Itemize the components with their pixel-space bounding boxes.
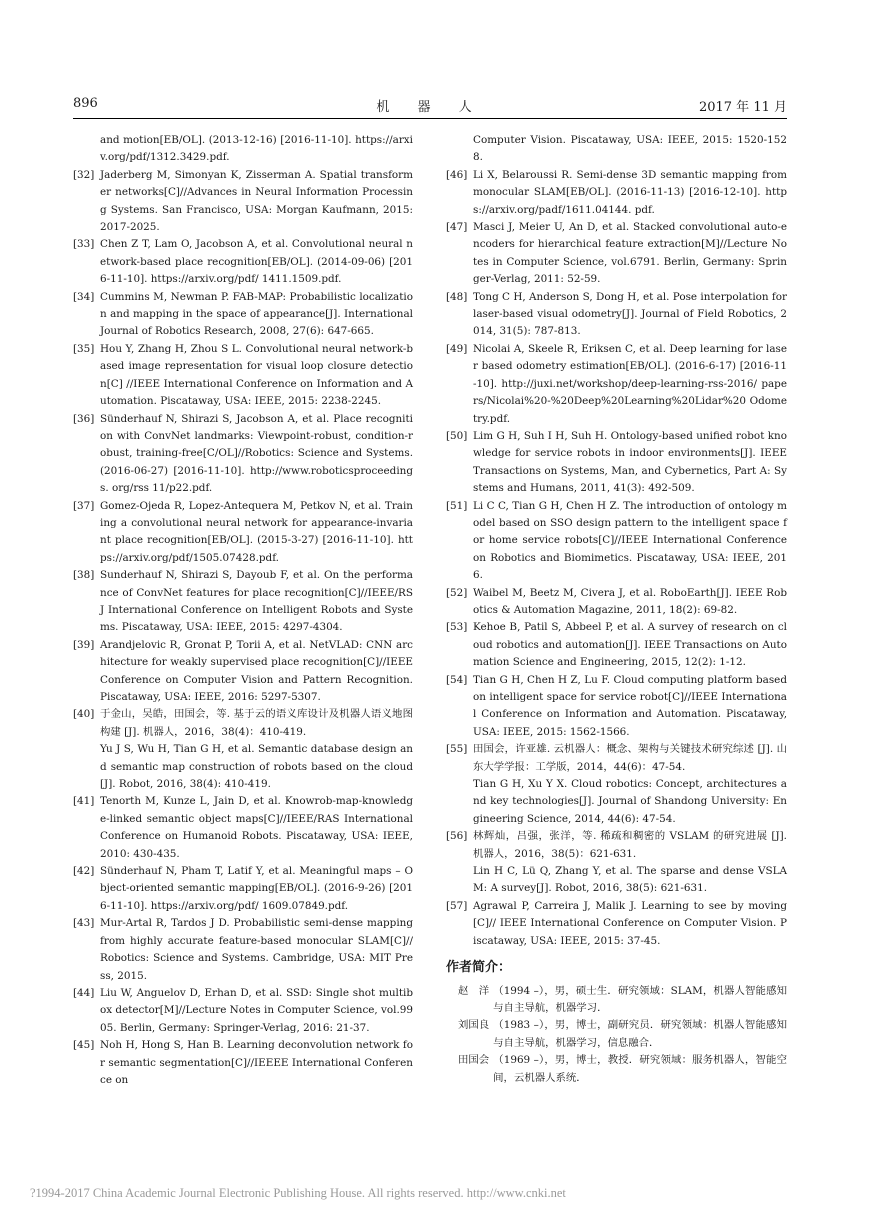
journal-title: 机 器 人 bbox=[376, 100, 484, 115]
reference-item bbox=[73, 411, 413, 498]
reference-text-primary: Li X, Belaroussi R. Semi-dense 3D semantic mapping from monocular SLAM[EB/OL]. (2016-11-13) [2016-12-10]. https://arxiv.org/padf/1611.04144. pdf. bbox=[473, 168, 787, 216]
author-description: （1969 –），男，博士，教授．研究领域：服务机器人，智能空间，云机器人系统． bbox=[493, 1054, 787, 1084]
reference-text bbox=[473, 672, 787, 742]
reference-text bbox=[473, 167, 787, 219]
reference-number: [33] bbox=[73, 238, 95, 251]
reference-item bbox=[446, 219, 787, 289]
left-continuation: and motion[EB/OL]. (2013-12-16) [2016-11-10]. https://arxiv.org/pdf/1312.3429.pdf. bbox=[100, 134, 413, 164]
reference-item bbox=[73, 498, 413, 568]
reference-item bbox=[73, 985, 413, 1037]
reference-text bbox=[100, 498, 413, 568]
reference-text-primary: Tong C H, Anderson S, Dong H, et al. Pose interpolation for laser-based visual odometry[J]. Journal of Field Robotics, 2014, 31(5): 787-813. bbox=[473, 290, 787, 338]
reference-text-primary: Nicolai A, Skeele R, Eriksen C, et al. Deep learning for laser based odometry estimation[EB/OL]. (2016-6-17) [2016-11-10]. http://juxi.net/workshop/deep-learning-rss-2016/ papers/Nicolai%20-%20Deep%20Learning%20Lidar%20 Odometry.pdf. bbox=[473, 342, 787, 425]
reference-number: [46] bbox=[446, 168, 468, 181]
reference-item bbox=[446, 289, 787, 341]
author-bio-heading: 作者简介： bbox=[446, 960, 512, 976]
reference-number: [43] bbox=[73, 917, 95, 930]
right-column bbox=[446, 132, 787, 1087]
page-number: 896 bbox=[73, 96, 98, 111]
reference-text-primary: Tian G H, Chen H Z, Lu F. Cloud computing platform based on intelligent space for service robot[C]//IEEE International Conference on Information and Automation. Piscataway, USA: IEEE, 2015: 1562-1566. bbox=[473, 673, 787, 738]
reference-item bbox=[73, 236, 413, 288]
reference-number: [42] bbox=[73, 865, 95, 878]
reference-number: [39] bbox=[73, 638, 95, 651]
reference-text-primary: Li C C, Tian G H, Chen H Z. The introduction of ontology model based on SSO design pattern to the intelligent space for home service robots[C]//IEEE International Conference on Robotics and Biomimetics. Piscataway, USA: IEEE, 2016. bbox=[473, 499, 787, 582]
reference-text-primary: Kehoe B, Patil S, Abbeel P, et al. A survey of research on cloud robotics and automation[J]. IEEE Transactions on Automation Science and Engineering, 2015, 12(2): 1-12. bbox=[473, 621, 787, 669]
author-name: 刘国良 bbox=[458, 1019, 490, 1032]
reference-number: [41] bbox=[73, 795, 95, 808]
reference-text-primary: Sünderhauf N, Pham T, Latif Y, et al. Meaningful maps – Object-oriented semantic mapping[EB/OL]. (2016-9-26) [2016-11-10]. https://arxiv.org/pdf/ 1609.07849.pdf. bbox=[100, 865, 413, 912]
reference-number: [47] bbox=[446, 221, 468, 234]
reference-text-primary: 林辉灿，吕强，张洋，等. 稀疏和稠密的 VSLAM 的研究进展 [J]. 机器人，2016，38(5)：621-631. bbox=[473, 830, 787, 860]
reference-text bbox=[100, 637, 413, 707]
reference-text-primary: Gomez-Ojeda R, Lopez-Antequera M, Petkov N, et al. Training a convolutional neural network for appearance-invariant place recognition[EB/OL]. (2015-3-27) [2016-11-10]. https://arxiv.org/pdf/1505.07428.pdf. bbox=[100, 499, 413, 564]
reference-item bbox=[446, 341, 787, 428]
reference-number: [55] bbox=[446, 743, 468, 756]
reference-number: [52] bbox=[446, 586, 468, 599]
reference-text-translation: Tian G H, Xu Y X. Cloud robotics: Concept, architectures and key technologies[J]. Journal of Shandong University: Engineering Science, 2014, 44(6): 47-54. bbox=[473, 778, 787, 825]
reference-number: [40] bbox=[73, 708, 95, 721]
reference-text-primary: Agrawal P, Carreira J, Malik J. Learning to see by moving[C]// IEEE International Conference on Computer Vision. Piscataway, USA: IEEE, 2015: 37-45. bbox=[473, 899, 787, 947]
reference-text-primary: Chen Z T, Lam O, Jacobson A, et al. Convolutional neural network-based place recognition[EB/OL]. (2014-09-06) [2016-11-10]. https://arxiv.org/pdf/ 1411.1509.pdf. bbox=[100, 238, 413, 286]
reference-text bbox=[100, 567, 413, 637]
reference-text bbox=[473, 219, 787, 289]
author-description: （1994 –），男，硕士生．研究领域：SLAM，机器人智能感知与自主导航，机器学习． bbox=[493, 984, 787, 1014]
reference-text bbox=[100, 411, 413, 498]
reference-item bbox=[73, 167, 413, 237]
reference-text bbox=[473, 828, 787, 898]
reference-item bbox=[73, 793, 413, 863]
reference-text bbox=[100, 341, 413, 411]
reference-number: [38] bbox=[73, 569, 95, 582]
reference-number: [56] bbox=[446, 830, 468, 843]
reference-text bbox=[100, 915, 413, 985]
reference-item bbox=[446, 898, 787, 950]
reference-text bbox=[473, 619, 787, 671]
reference-item bbox=[446, 167, 787, 219]
reference-item bbox=[73, 1037, 413, 1089]
reference-text bbox=[100, 236, 413, 288]
reference-item bbox=[446, 585, 787, 620]
author-name: 田国会 bbox=[458, 1054, 490, 1067]
reference-text-primary: Sunderhauf N, Shirazi S, Dayoub F, et al. On the performance of ConvNet features for place recognition[C]//IEEE/RSJ International Conference on Intelligent Robots and Systems. Piscataway, USA: IEEE, 2015: 4297-4304. bbox=[100, 569, 413, 634]
reference-item bbox=[73, 915, 413, 985]
reference-number: [45] bbox=[73, 1039, 95, 1052]
reference-text bbox=[473, 428, 787, 498]
reference-text bbox=[473, 741, 787, 828]
reference-item bbox=[446, 672, 787, 742]
reference-item bbox=[446, 428, 787, 498]
reference-text-primary: Waibel M, Beetz M, Civera J, et al. RoboEarth[J]. IEEE Robotics & Automation Magazine, 2011, 18(2): 69-82. bbox=[473, 586, 787, 616]
reference-item bbox=[73, 706, 413, 793]
reference-text-primary: Arandjelovic R, Gronat P, Torii A, et al. NetVLAD: CNN architecture for weakly supervised place recognition[C]//IEEE Conference on Computer Vision and Pattern Recognition. Piscataway, USA: IEEE, 2016: 5297-5307. bbox=[100, 638, 413, 703]
reference-text bbox=[473, 289, 787, 341]
reference-number: [48] bbox=[446, 290, 468, 303]
reference-number: [36] bbox=[73, 412, 95, 425]
reference-text bbox=[100, 863, 413, 915]
reference-number: [44] bbox=[73, 986, 95, 999]
reference-text-translation: Lin H C, Lü Q, Zhang Y, et al. The sparse and dense VSLAM: A survey[J]. Robot, 2016, 38(5): 621-631. bbox=[473, 865, 787, 895]
left-column bbox=[73, 132, 413, 1089]
reference-number: [54] bbox=[446, 673, 468, 686]
reference-number: [53] bbox=[446, 621, 468, 634]
author-description: （1983 –），男，博士，副研究员．研究领域：机器人智能感知与自主导航，机器学习，信息融合． bbox=[493, 1019, 787, 1049]
reference-item bbox=[73, 289, 413, 341]
reference-text-primary: Jaderberg M, Simonyan K, Zisserman A. Spatial transformer networks[C]//Advances in Neural Information Processing Systems. San Francisco, USA: Morgan Kaufmann, 2015: 2017-2025. bbox=[100, 168, 413, 234]
issue-date: 2017 年 11 月 bbox=[698, 100, 787, 115]
right-continuation: Computer Vision. Piscataway, USA: IEEE, 2015: 1520-1528. bbox=[473, 134, 787, 164]
reference-number: [34] bbox=[73, 290, 95, 303]
reference-text bbox=[100, 793, 413, 863]
reference-item bbox=[73, 567, 413, 637]
reference-text-primary: Cummins M, Newman P. FAB-MAP: Probabilistic localization and mapping in the space of appearance[J]. International Journal of Robotics Research, 2008, 27(6): 647-665. bbox=[100, 290, 413, 338]
reference-text-primary: Hou Y, Zhang H, Zhou S L. Convolutional neural network-based image representation for visual loop closure detection[C] //IEEE International Conference on Information and Automation. Piscataway, USA: IEEE, 2015: 2238-2245. bbox=[100, 342, 413, 408]
reference-text-primary: Sünderhauf N, Shirazi S, Jacobson A, et al. Place recognition with ConvNet landmarks: Viewpoint-robust, condition-robust, training-free[C/OL]//Robotics: Science and Systems. (2016-06-27) [2016-11-10]. http://www.roboticsproceedings. org/rss 11/p22.pdf. bbox=[100, 412, 413, 495]
reference-text-primary: Masci J, Meier U, An D, et al. Stacked convolutional auto-encoders for hierarchical feature extraction[M]//Lecture Notes in Computer Science, vol.6791. Berlin, Germany: Springer-Verlag, 2011: 52-59. bbox=[473, 221, 787, 286]
reference-item bbox=[73, 637, 413, 707]
author-bio bbox=[446, 1052, 787, 1087]
reference-text bbox=[100, 706, 413, 793]
reference-text bbox=[100, 1037, 413, 1089]
reference-item bbox=[73, 341, 413, 411]
reference-item bbox=[73, 863, 413, 915]
reference-text bbox=[473, 898, 787, 950]
reference-text-primary: Liu W, Anguelov D, Erhan D, et al. SSD: Single shot multibox detector[M]//Lecture Notes in Computer Science, vol.9905. Berlin, Germany: Springer-Verlag, 2016: 21-37. bbox=[100, 986, 413, 1034]
reference-text-translation: Yu J S, Wu H, Tian G H, et al. Semantic database design and semantic map construction of robots based on the cloud[J]. Robot, 2016, 38(4): 410-419. bbox=[100, 743, 413, 791]
reference-number: [37] bbox=[73, 499, 95, 512]
author-bio bbox=[446, 983, 787, 1018]
reference-number: [32] bbox=[73, 168, 95, 181]
running-header bbox=[73, 96, 787, 114]
reference-number: [57] bbox=[446, 899, 468, 912]
reference-text bbox=[473, 341, 787, 428]
reference-text bbox=[100, 289, 413, 341]
reference-text bbox=[473, 585, 787, 620]
copyright-footer: ?1994-2017 China Academic Journal Electronic Publishing House. All rights reserved. http://www.cnki.net bbox=[30, 1186, 566, 1200]
reference-text-primary: 于金山，吴皓，田国会，等. 基于云的语义库设计及机器人语义地图构建 [J]. 机器人，2016，38(4)：410-419. bbox=[100, 708, 413, 738]
reference-number: [49] bbox=[446, 342, 468, 355]
reference-text bbox=[100, 985, 413, 1037]
reference-text bbox=[100, 167, 413, 237]
reference-number: [35] bbox=[73, 342, 95, 355]
author-name: 赵 洋 bbox=[458, 984, 490, 997]
reference-number: [51] bbox=[446, 499, 468, 512]
reference-item bbox=[446, 498, 787, 585]
reference-text-primary: Mur-Artal R, Tardos J D. Probabilistic semi-dense mapping from highly accurate feature-based monocular SLAM[C]// Robotics: Science and Systems. Cambridge, USA: MIT Press, 2015. bbox=[100, 917, 413, 982]
reference-text-primary: Noh H, Hong S, Han B. Learning deconvolution network for semantic segmentation[C]//IEEEE International Conference on bbox=[100, 1039, 413, 1086]
author-bio bbox=[446, 1017, 787, 1052]
header-rule bbox=[73, 118, 787, 119]
reference-text-primary: 田国会，许亚雄. 云机器人：概念、架构与关键技术研究综述 [J]. 山东大学学报：工学版，2014，44(6)：47-54. bbox=[473, 743, 787, 773]
reference-item bbox=[446, 828, 787, 898]
reference-item bbox=[446, 619, 787, 671]
reference-number: [50] bbox=[446, 429, 468, 442]
reference-text-primary: Tenorth M, Kunze L, Jain D, et al. Knowrob-map-knowledge-linked semantic object maps[C]//IEEE/RAS International Conference on Humanoid Robots. Piscataway, USA: IEEE, 2010: 430-435. bbox=[100, 795, 413, 860]
reference-text-primary: Lim G H, Suh I H, Suh H. Ontology-based unified robot knowledge for service robots in indoor environments[J]. IEEE Transactions on Systems, Man, and Cybernetics, Part A: Systems and Humans, 2011, 41(3): 492-509. bbox=[473, 429, 787, 495]
reference-text bbox=[473, 498, 787, 585]
reference-item bbox=[446, 741, 787, 828]
